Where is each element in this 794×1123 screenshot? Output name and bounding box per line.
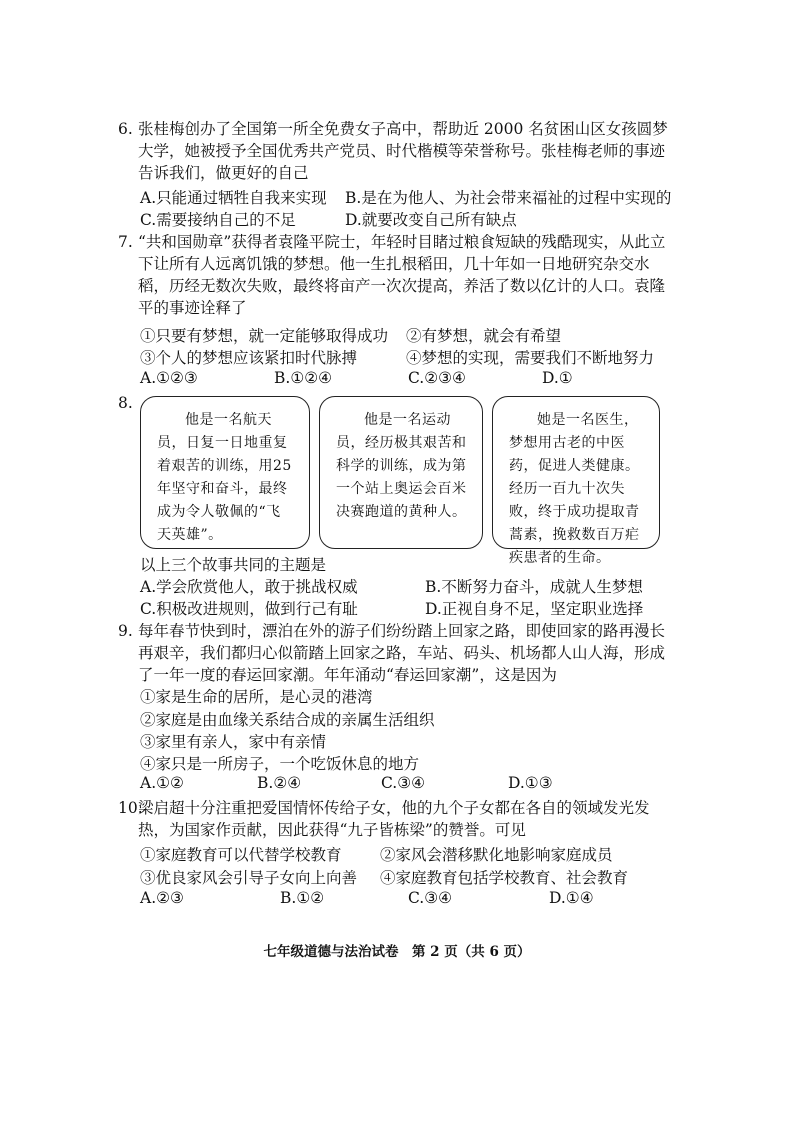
question-10 bbox=[118, 797, 678, 841]
story-card-athlete: 他是一名运动员，经历极其艰苦和科学的训练，成为第一个站上奥运会百米决赛跑道的黄种人。 bbox=[319, 396, 483, 549]
option-d[interactable]: D.正视自身不足，坚定职业选择 bbox=[425, 600, 644, 618]
option-d[interactable]: D.① bbox=[542, 369, 573, 387]
option-b[interactable]: B.是在为他人、为社会带来福祉的过程中实现的 bbox=[345, 189, 672, 207]
option-c[interactable]: C.②③④ bbox=[408, 369, 466, 387]
option-c[interactable]: C.③④ bbox=[381, 774, 426, 792]
q9-statement-3: ③家里有亲人，家中有亲情 bbox=[140, 733, 327, 751]
option-c[interactable]: C.③④ bbox=[408, 889, 453, 907]
question-stem: “共和国勋章”获得者袁隆平院士，年轻时目睹过粮食短缺的残酷现实，从此立下让所有人远离饥饿的梦想。他一生扎根稻田，几十年如一日地研究杂交水稻，历经无数次失败，最终将亩产一次次提高，养活了数以亿计的人口。袁隆平的事迹诠释了 bbox=[138, 233, 666, 317]
question-stem: 梁启超十分注重把爱国情怀传给子女，他的九个子女都在各自的领域发光发热，为国家作贡献，因此获得“九子皆栋梁”的赞誉。可见 bbox=[138, 799, 650, 839]
question-stem: 张桂梅创办了全国第一所全免费女子高中，帮助近 2000 名贫困山区女孩圆梦大学，她被授予全国优秀共产党员、时代楷模等荣誉称号。张桂梅老师的事迹告诉我们，做更好的自己 bbox=[138, 120, 668, 182]
story-card-astronaut: 他是一名航天员，日复一日地重复着艰苦的训练，用25年坚守和奋斗，最终成为令人敬佩的“飞天英雄”。 bbox=[140, 396, 310, 549]
option-a[interactable]: A.②③ bbox=[140, 889, 184, 907]
option-c[interactable]: C.积极改进规则，做到行己有耻 bbox=[140, 600, 358, 618]
question-number: 9. bbox=[118, 622, 133, 640]
question-6 bbox=[118, 118, 678, 184]
statement-2: ②家风会潜移默化地影响家庭成员 bbox=[380, 846, 613, 864]
statement-4: ④家庭教育包括学校教育、社会教育 bbox=[380, 869, 629, 887]
option-d[interactable]: D.①③ bbox=[508, 774, 553, 792]
option-b[interactable]: B.不断努力奋斗，成就人生梦想 bbox=[425, 578, 643, 596]
option-a[interactable]: A.只能通过牺牲自我来实现 bbox=[140, 189, 327, 207]
question-number: 10. bbox=[118, 799, 143, 817]
statement-1: ①家庭教育可以代替学校教育 bbox=[140, 846, 342, 864]
statement-3: ③个人的梦想应该紧扣时代脉搏 bbox=[140, 349, 358, 367]
option-a[interactable]: A.①② bbox=[140, 774, 184, 792]
story-card-doctor: 她是一名医生，梦想用古老的中医药，促进人类健康。经历一百九十次失败，终于成功提取青蒿素，挽救数百万疟疾患者的生命。 bbox=[492, 396, 660, 549]
question-stem: 每年春节快到时，漂泊在外的游子们纷纷踏上回家之路，即使回家的路再漫长再艰辛，我们都归心似箭踏上回家之路，车站、码头、机场都人山人海，形成了一年一度的春运回家潮。年年涌动“春运回家潮”，这是因为 bbox=[138, 622, 666, 684]
q9-statement-2: ②家庭是由血缘关系结合成的亲属生活组织 bbox=[140, 711, 435, 729]
q9-statement-1: ①家是生命的居所，是心灵的港湾 bbox=[140, 688, 373, 706]
question-9 bbox=[118, 620, 678, 686]
option-d[interactable]: D.①④ bbox=[549, 889, 594, 907]
question-number: 6. bbox=[118, 120, 133, 138]
option-d[interactable]: D.就要改变自己所有缺点 bbox=[345, 211, 517, 229]
option-a[interactable]: A.①②③ bbox=[140, 369, 198, 387]
q9-statement-4: ④家只是一所房子，一个吃饭休息的地方 bbox=[140, 755, 420, 773]
option-a[interactable]: A.学会欣赏他人，敢于挑战权威 bbox=[140, 578, 358, 596]
option-c[interactable]: C.需要接纳自己的不足 bbox=[140, 211, 296, 229]
option-b[interactable]: B.②④ bbox=[257, 774, 302, 792]
statement-1: ①只要有梦想，就一定能够取得成功 bbox=[140, 327, 389, 345]
option-b[interactable]: B.①② bbox=[280, 889, 325, 907]
statement-2: ②有梦想，就会有希望 bbox=[406, 327, 562, 345]
question-number: 8. bbox=[118, 394, 133, 412]
question-7 bbox=[118, 231, 678, 319]
option-b[interactable]: B.①②④ bbox=[274, 369, 333, 387]
question-number: 7. bbox=[118, 233, 133, 251]
statement-3: ③优良家风会引导子女向上向善 bbox=[140, 869, 358, 887]
page-footer: 七年级道德与法治试卷 第 2 页（共 6 页） bbox=[263, 944, 531, 960]
statement-4: ④梦想的实现，需要我们不断地努力 bbox=[406, 349, 655, 367]
q8-stem: 以上三个故事共同的主题是 bbox=[140, 556, 327, 574]
